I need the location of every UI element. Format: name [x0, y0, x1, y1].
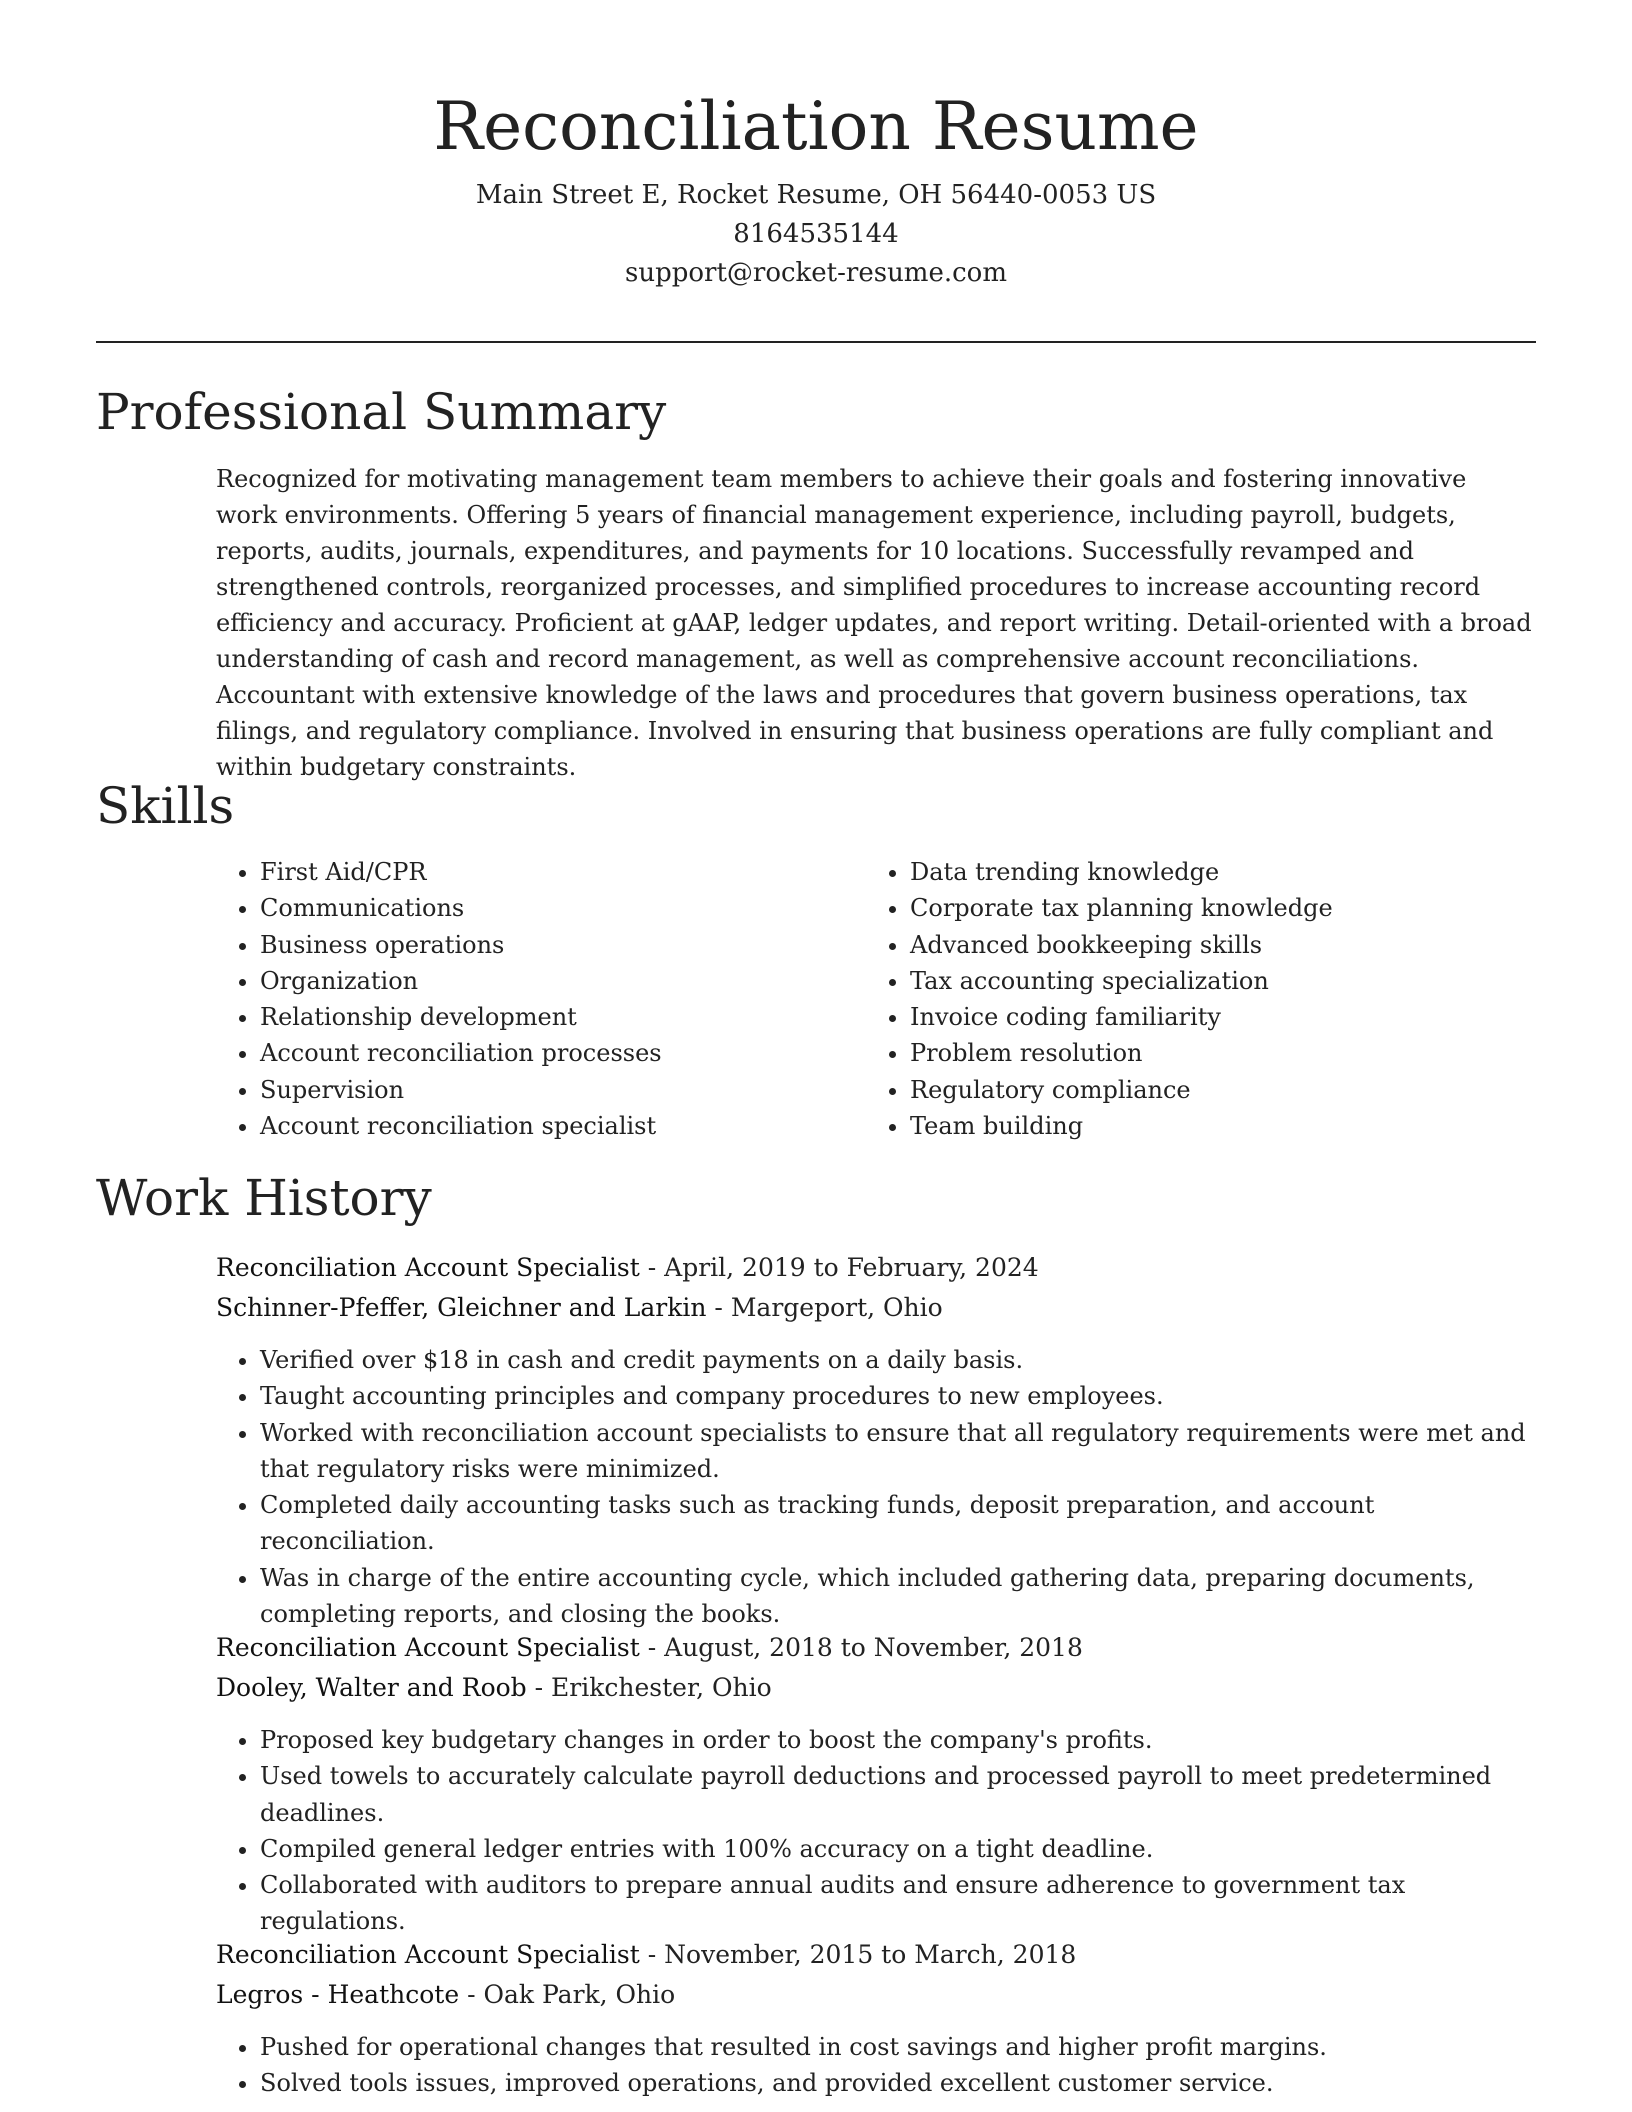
contact-info — [0, 176, 1632, 293]
skill-item: • First Aid/CPR — [260, 854, 866, 890]
skill-item: • Relationship development — [260, 999, 866, 1035]
phone: 8164535144 — [733, 219, 899, 249]
job-dates: August, 2018 to November, 2018 — [664, 1633, 1083, 1662]
header-divider — [96, 341, 1536, 343]
skills-column-right — [866, 854, 1516, 1144]
skill-item: • Organization — [260, 963, 866, 999]
job-bullet: • Was in charge of the entire accounting cycle, which included gathering data, preparing documents, completing reports, and closing the books. — [260, 1560, 1536, 1633]
job-bullet: • Completed daily accounting tasks such as tracking funds, deposit preparation, and account reconciliation. — [260, 1487, 1536, 1560]
job-bullet: • Collaborated with auditors to prepare annual audits and ensure adherence to government tax regulations. — [260, 1867, 1536, 1940]
job-bullet: • Pushed for operational changes that resulted in cost savings and higher profit margins. — [260, 2029, 1536, 2065]
separator: - — [706, 1293, 731, 1322]
job-heading — [216, 1935, 1536, 1975]
job-role: Reconciliation Account Specialist — [216, 1253, 640, 1282]
skill-item: • Supervision — [260, 1072, 866, 1108]
address: Main Street E, Rocket Resume, OH 56440-0053 US — [475, 180, 1157, 210]
job-company: Dooley, Walter and Roob — [216, 1673, 527, 1702]
section-title-summary: Professional Summary — [96, 383, 667, 441]
job-bullet: • Used towels to accurately calculate payroll deductions and processed payroll to meet predetermined deadlines. — [260, 1758, 1536, 1831]
job-bullet: • Compiled general ledger entries with 100% accuracy on a tight deadline. — [260, 1831, 1536, 1867]
job-role: Reconciliation Account Specialist — [216, 1633, 640, 1662]
section-title-work-history: Work History — [96, 1169, 432, 1227]
job-bullets — [216, 2029, 1536, 2102]
resume-name: Reconciliation Resume — [433, 88, 1199, 165]
job-entry — [216, 1248, 1536, 1632]
section-title-skills: Skills — [96, 777, 235, 835]
skill-item: • Data trending knowledge — [910, 854, 1516, 890]
skill-item: • Advanced bookkeeping skills — [910, 927, 1516, 963]
job-employer — [216, 1975, 1536, 2015]
job-company: Schinner-Pfeffer, Gleichner and Larkin — [216, 1293, 707, 1322]
job-dates: April, 2019 to February, 2024 — [664, 1253, 1039, 1282]
job-bullet: • Solved tools issues, improved operations, and provided excellent customer service. — [260, 2065, 1536, 2101]
skill-item: • Account reconciliation specialist — [260, 1108, 866, 1144]
job-employer — [216, 1668, 1536, 1708]
resume-header — [0, 0, 1632, 293]
separator: - — [459, 1980, 484, 2009]
job-heading — [216, 1628, 1536, 1668]
job-heading — [216, 1248, 1536, 1288]
job-role: Reconciliation Account Specialist — [216, 1940, 640, 1969]
job-bullets — [216, 1722, 1536, 1940]
skill-item: • Account reconciliation processes — [260, 1035, 866, 1071]
skill-item: • Corporate tax planning knowledge — [910, 890, 1516, 926]
skills-column-left — [216, 854, 866, 1144]
job-location: Margeport, Ohio — [730, 1293, 943, 1322]
skill-item: • Tax accounting specialization — [910, 963, 1516, 999]
job-bullets — [216, 1342, 1536, 1632]
separator: - — [639, 1940, 665, 1969]
job-dates: November, 2015 to March, 2018 — [664, 1940, 1077, 1969]
job-company: Legros - Heathcote — [216, 1980, 460, 2009]
job-entry — [216, 1935, 1536, 2102]
separator: - — [639, 1253, 665, 1282]
job-location: Erikchester, Ohio — [551, 1673, 772, 1702]
job-employer — [216, 1288, 1536, 1328]
job-bullet: • Proposed key budgetary changes in order to boost the company's profits. — [260, 1722, 1536, 1758]
skills-grid — [216, 854, 1536, 1144]
skill-item: • Problem resolution — [910, 1035, 1516, 1071]
job-bullet: • Verified over $18 in cash and credit payments on a daily basis. — [260, 1342, 1536, 1378]
skill-item: • Invoice coding familiarity — [910, 999, 1516, 1035]
job-bullet: • Taught accounting principles and company procedures to new employees. — [260, 1378, 1536, 1414]
summary-text: Recognized for motivating management team members to achieve their goals and fostering innovative work environments. Offering 5 years of financial management experience, including payroll, budgets, reports, audits, journals, expenditures, and payments for 10 locations. Successfully revamped and strengthened controls, reorganized processes, and simplified procedures to increase accounting record efficiency and accuracy. Proficient at gAAP, ledger updates, and report writing. Detail-oriented with a broad understanding of cash and record management, as well as comprehensive account reconciliations. Accountant with extensive knowledge of the laws and procedures that govern business operations, tax filings, and regulatory compliance. Involved in ensuring that business operations are fully compliant and within budgetary constraints. — [216, 465, 1532, 781]
skill-item: • Business operations — [260, 927, 866, 963]
separator: - — [639, 1633, 665, 1662]
job-bullet: • Worked with reconciliation account specialists to ensure that all regulatory requirements were met and that regulatory risks were minimized. — [260, 1415, 1536, 1488]
job-entry — [216, 1628, 1536, 1940]
email: support@rocket-resume.com — [624, 258, 1007, 288]
skill-item: • Communications — [260, 890, 866, 926]
job-location: Oak Park, Ohio — [483, 1980, 676, 2009]
skill-item: • Team building — [910, 1108, 1516, 1144]
skill-item: • Regulatory compliance — [910, 1072, 1516, 1108]
separator: - — [526, 1673, 552, 1702]
